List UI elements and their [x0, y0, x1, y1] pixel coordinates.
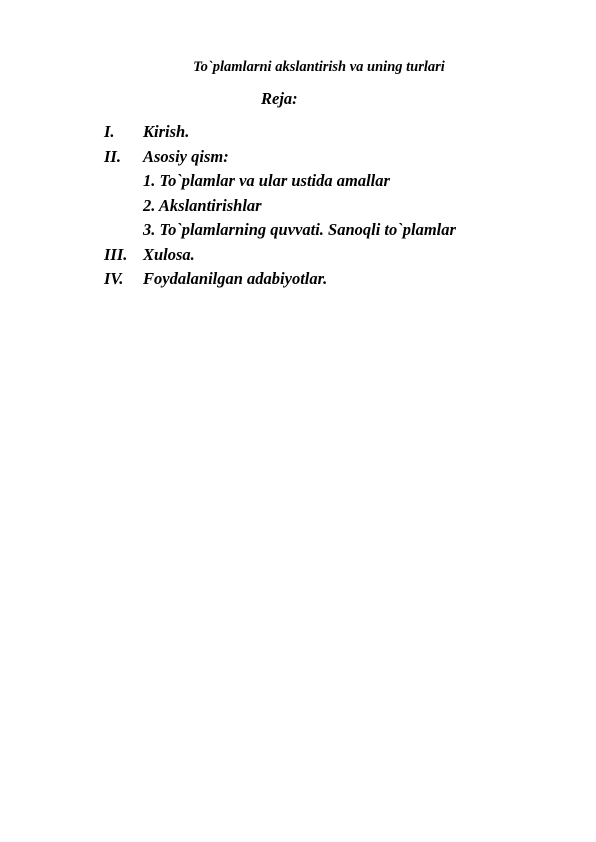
outline-item-conclusion [0, 245, 596, 270]
outline-subitem-cardinality [0, 220, 596, 245]
outline-subitem-mappings [0, 196, 596, 221]
outline-text: 3. To`plamlarning quvvati. Sanoqli to`plamlar [143, 220, 456, 239]
outline-text: 2. Akslantirishlar [143, 195, 262, 215]
outline-text: 1. To`plamlar va ular ustida amallar [143, 171, 390, 190]
outline-text: Xulosa. [143, 244, 195, 264]
outline-text: Asosiy qism: [143, 146, 229, 166]
outline-text: Kirish. [143, 122, 190, 141]
plan-outline [0, 122, 596, 294]
outline-item-main-part [0, 147, 596, 172]
outline-item-references [0, 269, 596, 294]
outline-item-intro [0, 122, 596, 147]
outline-numeral: IV. [104, 269, 124, 288]
outline-numeral: III. [104, 244, 128, 264]
outline-text: Foydalanilgan adabiyotlar. [143, 269, 328, 288]
outline-subitem-sets-operations [0, 171, 596, 196]
plan-heading: Reja: [261, 89, 298, 108]
outline-numeral: I. [104, 122, 115, 141]
document-title: To`plamlarni akslantirish va uning turlari [193, 59, 445, 75]
outline-numeral: II. [104, 146, 121, 166]
